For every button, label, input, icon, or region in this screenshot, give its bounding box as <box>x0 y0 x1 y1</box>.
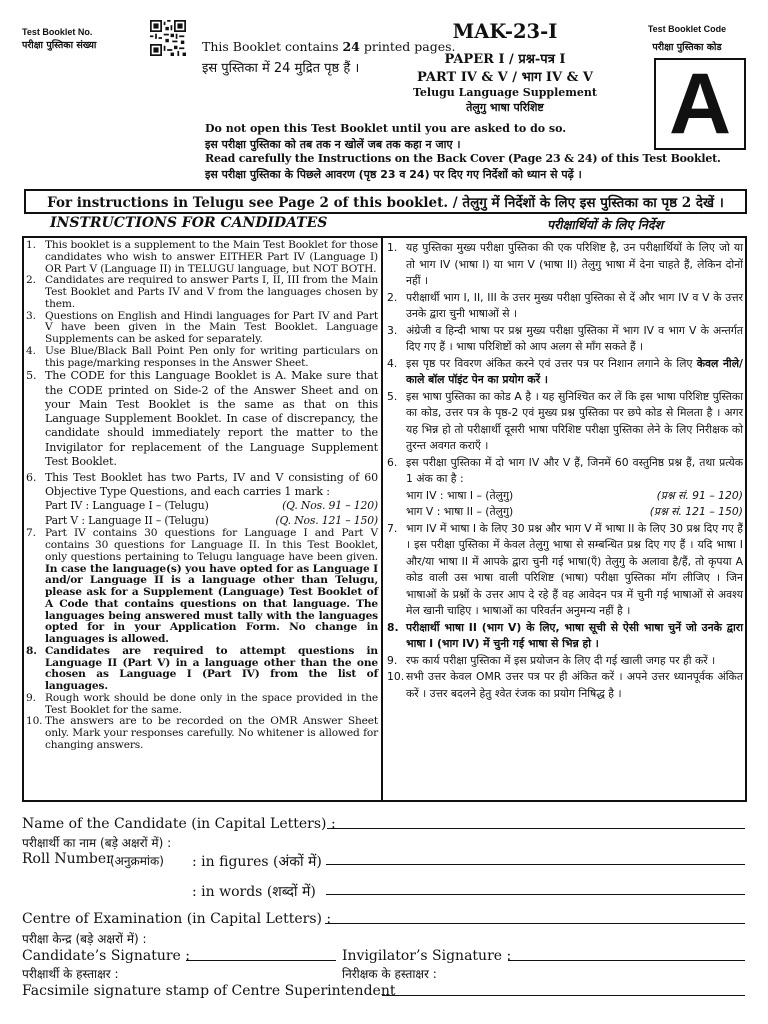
pages-info: This Booklet contains 24 printed pages. <box>202 39 456 54</box>
notice-do-not-open: Do not open this Test Booklet until you are asked to do so. <box>205 122 567 135</box>
list-item: 4. Use Blue/Black Ball Point Pen only for writing particulars on this page/marking responses in the Answer Sheet. <box>26 344 378 369</box>
booklet-code: A <box>668 56 732 152</box>
pages-info-hi: इस पुस्तिका में 24 मुद्रित पृष्ठ हैं । <box>202 61 360 76</box>
candidate-signature-field[interactable] <box>186 960 336 961</box>
candidate-name-label: Name of the Candidate (in Capital Letters) : <box>22 816 336 832</box>
notice-do-not-open-hi: इस परीक्षा पुस्तिका को तब तक न खोलें जब तक कहा न जाए । <box>205 138 461 151</box>
booklet-code-box <box>654 58 746 150</box>
list-item: 7. Part IV contains 30 questions for Language I and Part V contains 30 questions for Language II. In this Test Booklet, only questions pertaining to Telugu language have been given. In case the language(s) you have opted for as Language I and/or Language II is a language other than Telugu, please ask for a Supplement (Language) Test Booklet of A Code that contains questions on that language. The languages being answered must tally with the languages opted for in your Application Form. No change in languages is allowed. <box>26 527 378 646</box>
notice-read-carefully-hi: इस परीक्षा पुस्तिका के पिछले आवरण (पृष्ठ 23 व 24) पर दिए गए निर्देशों को ध्यान से पढ़ें । <box>205 168 582 181</box>
centre-label-hi: परीक्षा केन्द्र (बड़े अक्षरों में) : <box>22 932 147 946</box>
list-item: 10. सभी उत्तर केवल OMR उत्तर पत्र पर ही अंकित करें । अपने उत्तर ध्यानपूर्वक अंकित करें । उत्तर बदलने हेतु श्वेत रंजक का प्रयोग निषिद्ध है । <box>387 670 743 700</box>
list-item: 2. Candidates are required to answer Parts I, II, III from the Main Test Booklet and Parts IV and V from the languages chosen by them. <box>26 274 378 310</box>
booklet-no-label: Test Booklet No. <box>22 27 93 37</box>
invigilator-signature-label-hi: निरीक्षक के हस्ताक्षर : <box>342 967 437 981</box>
booklet-no-label-hi: परीक्षा पुस्तिका संख्या <box>22 40 97 51</box>
list-item: 4. इस पृष्ठ पर विवरण अंकित करने एवं उत्तर पत्र पर निशान लगाने के लिए केवल नीले/काले बॉल पॉइंट पेन का प्रयोग करें । <box>387 356 743 386</box>
list-item: 7. भाग IV में भाषा I के लिए 30 प्रश्न और भाग V में भाषा II के लिए 30 प्रश्न दिए गए हैं । इस परीक्षा पुस्तिका में केवल तेलुगु भाषा से सम्बन्धित प्रश्न दिए गए हैं । यदि भाषा I और/या भाषा II में आपके द्वारा चुनी गई भाषा(एँ) तेलुगु के अलावा है/हैं, तो कृपया A कोड वाली उस भाषा वाली परिशिष्ट (भाषा) परीक्षा पुस्तिका माँग लीजिए । जिन भाषाओं के प्रश्नों के उत्तर आप दे रहे हैं वह आवेदन पत्र में चुनी गई भाषाओं से अवश्य मेल खानी चाहिए । भाषाओं का परिवर्तन अनुमन्य नहीं है । <box>387 521 743 617</box>
in-figures-label: : in figures (अंकों में) <box>192 854 322 870</box>
column-divider <box>381 238 383 800</box>
notice-read-carefully: Read carefully the Instructions on the Back Cover (Page 23 & 24) of this Test Booklet. <box>205 152 721 165</box>
list-item: 9. रफ कार्य परीक्षा पुस्तिका में इस प्रयोजन के लिए दी गई खाली जगह पर ही करें । <box>387 653 716 667</box>
stamp-label: Facsimile signature stamp of Centre Superintendent <box>22 983 396 999</box>
list-item: 2. परीक्षार्थी भाग I, II, III के उत्तर मुख्य परीक्षा पुस्तिका से दें और भाग IV व V के उत्तर उनके द्वारा चुनी भाषाओं से । <box>387 290 743 320</box>
roll-number-figures-field[interactable] <box>326 864 745 865</box>
exam-code: MAK-23-I <box>452 20 558 43</box>
invigilator-signature-label: Invigilator’s Signature : <box>342 948 512 964</box>
list-item: 3. अंग्रेजी व हिन्दी भाषा पर प्रश्न मुख्य परीक्षा पुस्तिका में भाग IV व भाग V के अन्तर्गत दिए गए हैं । भाषा परिशिष्टों को आप अलग से माँग सकते हैं । <box>387 323 743 353</box>
part-v-row: Part V : Language II – (Telugu) (Q. Nos. 121 – 150) <box>45 514 378 528</box>
invigilator-signature-field[interactable] <box>508 960 745 961</box>
list-item: 9. Rough work should be done only in the space provided in the Test Booklet for the same. <box>26 691 378 716</box>
list-item: 6. This Test Booklet has two Parts, IV and V consisting of 60 Objective Type Questions, and each carries 1 mark : <box>26 471 378 498</box>
booklet-code-label-hi: परीक्षा पुस्तिका कोड <box>652 42 722 53</box>
part-iv-row-hi: भाग IV : भाषा I – (तेलुगु) (प्रश्न सं. 91 – 120) <box>406 488 743 502</box>
qr-code-icon <box>150 20 186 56</box>
candidate-name-field[interactable] <box>327 828 745 829</box>
list-item: 5. The CODE for this Language Booklet is A. Make sure that the CODE printed on Side-2 of the Answer Sheet and on your Main Test Booklet is the same as that on this Language Supplement Booklet. In case of discrepancy, the candidate should immediately report the matter to the Invigilator for replacement of the Language Supplement Test Booklet. <box>26 369 378 469</box>
booklet-code-label: Test Booklet Code <box>647 24 727 34</box>
roll-number-label: Roll Number <box>22 851 113 867</box>
list-item: 8. परीक्षार्थी भाषा II (भाग V) के लिए, भाषा सूची से ऐसी भाषा चुनें जो उनके द्वारा भाषा I (भाग IV) में चुनी गई भाषा से भिन्न हो । <box>387 620 743 650</box>
part-v-row-hi: भाग V : भाषा II – (तेलुगु) (प्रश्न सं. 121 – 150) <box>406 505 743 518</box>
supplement-title: Telugu Language Supplement <box>412 86 598 99</box>
centre-field[interactable] <box>325 923 745 924</box>
part-title: PART IV & V / भाग IV & V <box>417 70 593 85</box>
candidate-signature-label: Candidate’s Signature : <box>22 948 190 964</box>
instructions-title: INSTRUCTIONS FOR CANDIDATES <box>50 215 328 231</box>
list-item: 10. The answers are to be recorded on the OMR Answer Sheet only. Mark your responses carefully. No whitener is allowed for changing answers. <box>26 715 378 751</box>
instructions-english <box>26 240 378 752</box>
list-item: 5. इस भाषा पुस्तिका का कोड A है । यह सुनिश्चित कर लें कि इस भाषा परिशिष्ट पुस्तिका का कोड, उत्तर पत्र के पृष्ठ-2 एवं मुख्य प्रश्न पुस्तिका पर छपे कोड से मिलता है । अगर यह भिन्न हो तो परीक्षार्थी दूसरी भाषा परिशिष्ट परीक्षा पुस्तिका लेने के लिए निरीक्षक को तुरन्त अवगत कराएँ । <box>387 389 743 452</box>
list-item: 8. Candidates are required to attempt questions in Language II (Part V) in a language other than the one chosen as Language I (Part IV) from the list of languages. <box>26 644 378 693</box>
instructions-hindi <box>387 240 743 702</box>
candidate-name-label-hi: परीक्षार्थी का नाम (बड़े अक्षरों में) : <box>22 836 172 850</box>
roll-number-label-hi: (अनुक्रमांक) <box>110 854 164 868</box>
list-item: 1. यह पुस्तिका मुख्य परीक्षा पुस्तिका की एक परिशिष्ट है, उन परीक्षार्थियों के लिए जो या तो भाग IV (भाषा I) या भाग V (भाषा II) तेलुगु भाषा में देना चाहते हैं, लेकिन दोनों नहीं । <box>387 241 743 287</box>
centre-label: Centre of Examination (in Capital Letters) : <box>22 911 332 927</box>
list-item: 3. Questions on English and Hindi languages for Part IV and Part V have been given in the Main Test Booklet. Language Supplements can be asked for separately. <box>26 309 378 345</box>
list-item: 1. This booklet is a supplement to the Main Test Booklet for those candidates who wish to answer EITHER Part IV (Language I) OR Part V (Language II) in TELUGU language, but NOT BOTH. <box>26 239 378 275</box>
roll-number-words-field[interactable] <box>326 894 745 895</box>
part-iv-row: Part IV : Language I – (Telugu) (Q. Nos. 91 – 120) <box>45 499 378 513</box>
list-item: 6. इस परीक्षा पुस्तिका में दो भाग IV और V हैं, जिनमें 60 वस्तुनिष्ठ प्रश्न हैं, तथा प्रत्येक 1 अंक का है : <box>387 455 743 485</box>
paper-title: PAPER I / प्रश्न-पत्र I <box>444 52 566 67</box>
telugu-instructions-banner <box>24 189 747 214</box>
stamp-field[interactable] <box>382 995 745 996</box>
telugu-instructions-text: For instructions in Telugu see Page 2 of this booklet. / तेलुगु में निर्देशों के लिए इस पुस्तिका का पृष्ठ 2 देखें । <box>47 194 724 211</box>
instructions-title-hi: परीक्षार्थियों के लिए निर्देश <box>547 217 663 232</box>
in-words-label: : in words (शब्दों में) <box>192 884 316 900</box>
supplement-title-hi: तेलुगु भाषा परिशिष्ट <box>466 101 544 114</box>
candidate-signature-label-hi: परीक्षार्थी के हस्ताक्षर : <box>22 967 119 981</box>
